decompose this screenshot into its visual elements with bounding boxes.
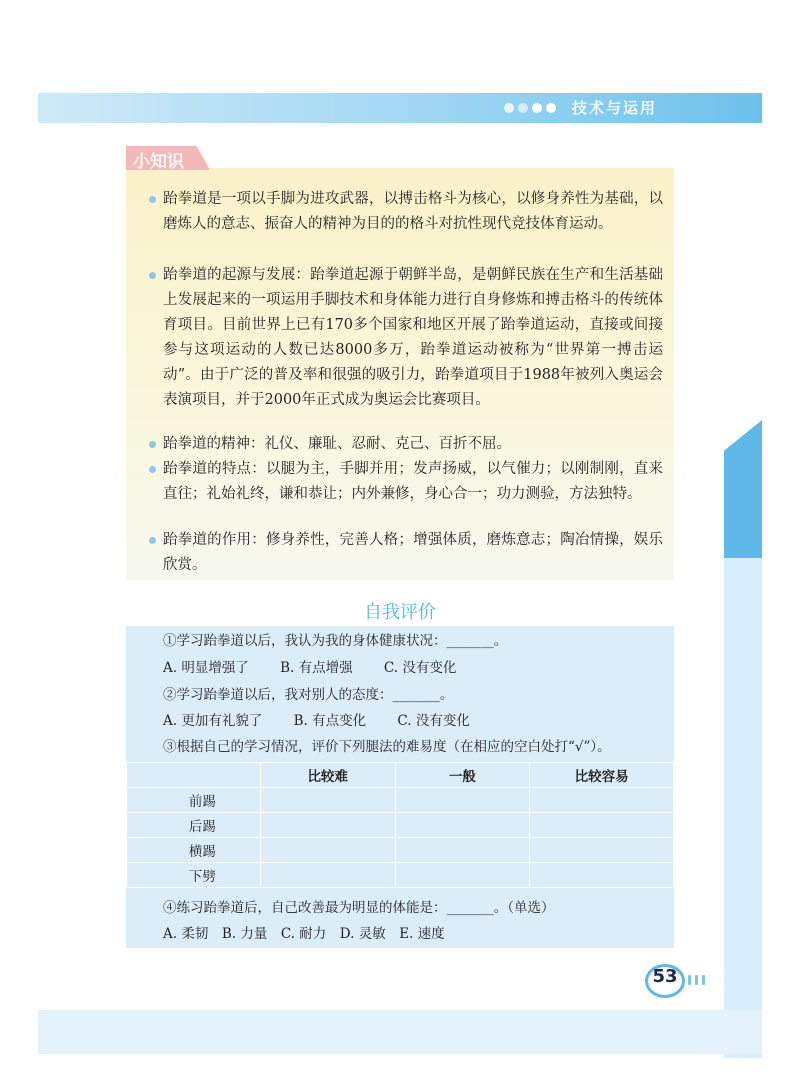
table-header-cell: 比较难 bbox=[260, 763, 395, 788]
footer-band bbox=[38, 1010, 762, 1054]
knowledge-item bbox=[163, 432, 663, 457]
page-number: 53 bbox=[652, 966, 678, 987]
question-3: ③根据自己的学习情况，评价下列腿法的难易度（在相应的空白处打“√”）。 bbox=[163, 739, 611, 755]
self-eval-title: 自我评价 bbox=[364, 602, 436, 623]
header-dots bbox=[504, 103, 556, 113]
check-cell[interactable] bbox=[260, 788, 395, 813]
side-decoration bbox=[724, 420, 762, 560]
check-cell[interactable] bbox=[530, 788, 674, 813]
table-header-cell: 比较容易 bbox=[530, 763, 674, 788]
question-1-options: A. 明显增强了 B. 有点增强 C. 没有变化 bbox=[163, 660, 457, 676]
table-row bbox=[127, 863, 674, 888]
check-cell[interactable] bbox=[530, 813, 674, 838]
table-row bbox=[127, 838, 674, 863]
knowledge-text: 跆拳道的特点：以腿为主，手脚并用；发声扬威，以气催力；以刚制刚，直来直往；礼始礼终，谦和恭让；内外兼修，身心合一；功力测验，方法独特。 bbox=[163, 461, 663, 502]
knowledge-item bbox=[163, 263, 663, 413]
section-title: 技术与运用 bbox=[572, 99, 658, 117]
knowledge-text: 跆拳道的精神：礼仪、廉耻、忍耐、克己、百折不屈。 bbox=[163, 436, 511, 452]
knowledge-text: 跆拳道的起源与发展：跆拳道起源于朝鲜半岛，是朝鲜民族在生产和生活基础上发展起来的一项运用手脚技术和身体能力进行自身修炼和搏击格斗的传统体育项目。目前世界上已有170多个国家和地区开展了跆拳道运动，直接或间接参与这项运动的人数已达8000多万，跆拳道运动被称为“世界第一搏击运动”。由于广泛的普及率和很强的吸引力，跆拳道项目于1988年被列入奥运会表演项目，并于2000年正式成为奥运会比赛项目。 bbox=[163, 267, 663, 408]
kick-difficulty-table bbox=[126, 762, 674, 888]
bullet-icon bbox=[149, 441, 156, 448]
question-2-options: A. 更加有礼貌了 B. 有点变化 C. 没有变化 bbox=[163, 713, 470, 729]
knowledge-item bbox=[163, 457, 663, 507]
check-cell[interactable] bbox=[530, 863, 674, 888]
check-cell[interactable] bbox=[395, 838, 530, 863]
kick-name: 横踢 bbox=[127, 838, 261, 863]
question-4: ④练习跆拳道后，自己改善最为明显的体能是：_______。（单选） bbox=[163, 900, 555, 916]
table-row bbox=[127, 813, 674, 838]
check-cell[interactable] bbox=[395, 813, 530, 838]
table-header-cell bbox=[127, 763, 261, 788]
table-header-row bbox=[127, 763, 674, 788]
check-cell[interactable] bbox=[530, 838, 674, 863]
bullet-icon bbox=[149, 466, 156, 473]
question-4-options: A. 柔韧 B. 力量 C. 耐力 D. 灵敏 E. 速度 bbox=[163, 926, 445, 942]
kick-name: 前踢 bbox=[127, 788, 261, 813]
check-cell[interactable] bbox=[260, 838, 395, 863]
bullet-icon bbox=[149, 272, 156, 279]
knowledge-item bbox=[163, 187, 663, 237]
table-row bbox=[127, 788, 674, 813]
knowledge-tab-label: 小知识 bbox=[133, 152, 184, 172]
bullet-icon bbox=[149, 537, 156, 544]
check-cell[interactable] bbox=[395, 788, 530, 813]
check-cell[interactable] bbox=[260, 863, 395, 888]
check-cell[interactable] bbox=[395, 863, 530, 888]
kick-name: 下劈 bbox=[127, 863, 261, 888]
knowledge-text: 跆拳道的作用：修身养性，完善人格；增强体质，磨炼意志；陶冶情操，娱乐欣赏。 bbox=[163, 532, 663, 573]
table-header-cell: 一般 bbox=[395, 763, 530, 788]
check-cell[interactable] bbox=[260, 813, 395, 838]
knowledge-text: 跆拳道是一项以手脚为进攻武器，以搏击格斗为核心，以修身养性为基础，以磨炼人的意志、振奋人的精神为目的的格斗对抗性现代竞技体育运动。 bbox=[163, 191, 663, 232]
question-1: ①学习跆拳道以后，我认为我的身体健康状况：_______。 bbox=[163, 633, 508, 649]
knowledge-item bbox=[163, 528, 663, 578]
side-decoration-light bbox=[724, 558, 762, 1058]
kick-name: 后踢 bbox=[127, 813, 261, 838]
page-number-dashes bbox=[688, 975, 705, 985]
question-2: ②学习跆拳道以后，我对别人的态度：_______。 bbox=[163, 687, 454, 703]
bullet-icon bbox=[149, 196, 156, 203]
